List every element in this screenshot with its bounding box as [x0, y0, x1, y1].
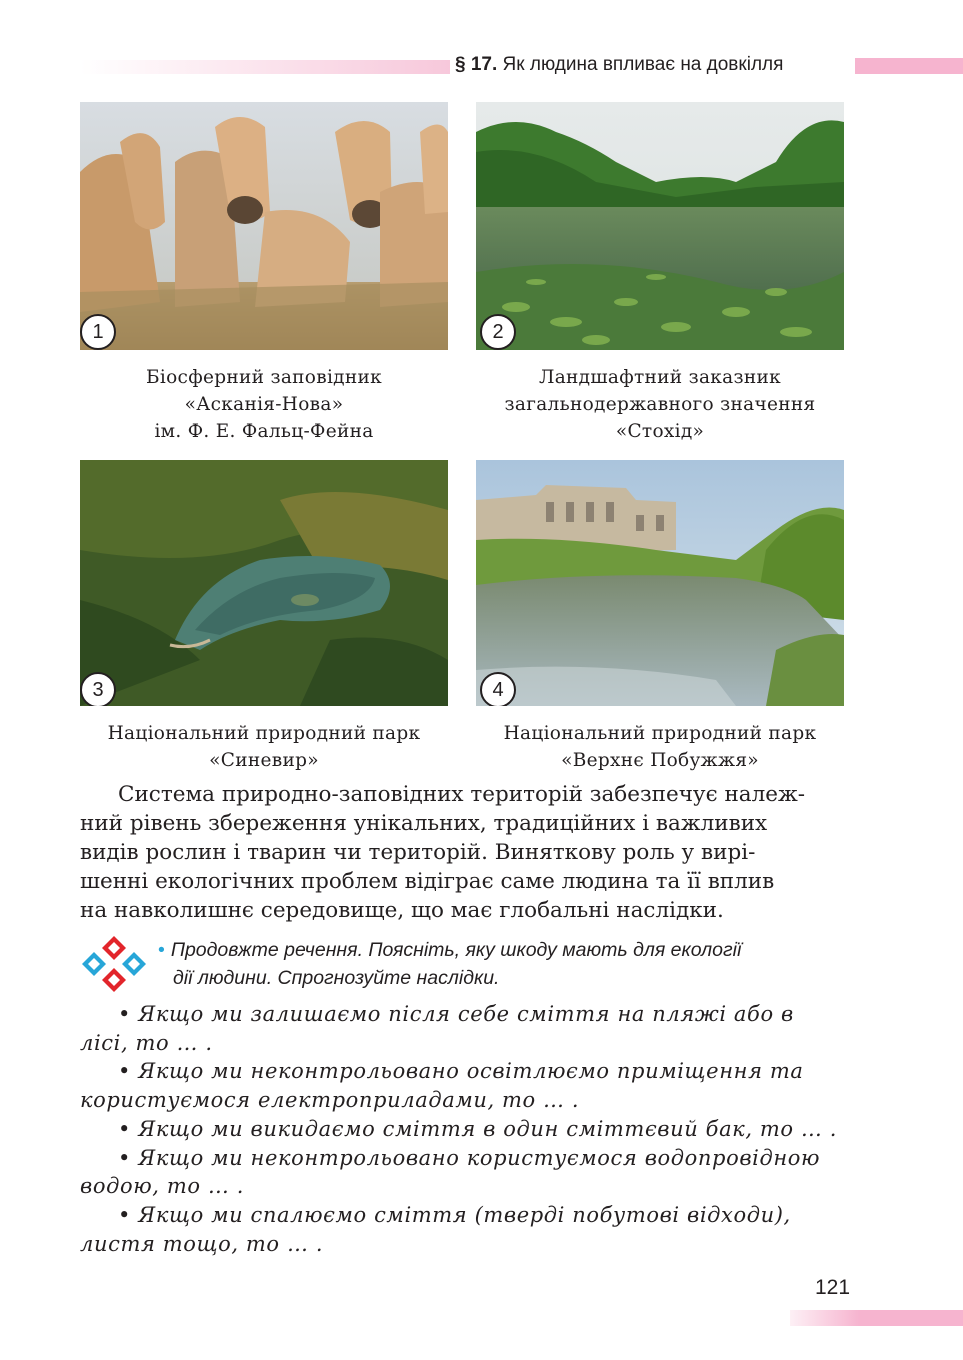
- page-number: 121: [815, 1276, 851, 1299]
- figure-caption: Національний природний парк «Синевир»: [107, 723, 421, 771]
- list-item: • Якщо ми залишаємо після себе сміття на пляжі або в: [118, 1002, 794, 1026]
- figure-number-badge: 2: [480, 314, 516, 350]
- photo-river-lilies: [476, 102, 844, 350]
- list-item-continuation: користуємося електроприладами, то … .: [80, 1088, 580, 1113]
- list-item: • Якщо ми спалюємо сміття (тверді побутові відходи),: [118, 1202, 791, 1227]
- list-item: • Якщо ми викидаємо сміття в один сміттєвий бак, то … .: [118, 1116, 838, 1141]
- sentence-list: [80, 1000, 850, 1258]
- figure-number-badge: 1: [80, 314, 116, 350]
- photo-horses: [80, 102, 448, 350]
- figure-number-badge: 3: [80, 672, 116, 706]
- list-item: • Якщо ми неконтрольовано користуємося водопровідною: [118, 1145, 821, 1170]
- section-number: § 17.: [455, 54, 498, 75]
- header-decor-bar-left: [80, 60, 450, 74]
- figure-number-badge: 4: [480, 672, 516, 706]
- body-paragraph: Система природно-заповідних територій забезпечує належ- ний рівень збереження унікальних, традиційних і важливих видів рослин і тварин чи територій. Виняткову роль у вирі- шенні екологічних проблем відіграє саме людина та її вплив на навколишнє середовище, що має глобальні наслідки.: [80, 782, 806, 923]
- list-item-continuation: лісі, то … .: [80, 1030, 213, 1055]
- figure-caption: Національний природний парк «Верхнє Побужжя»: [503, 723, 817, 771]
- photo-mountain-lake: [80, 460, 448, 706]
- figure-caption: Ландшафтний заказник загальнодержавного значення «Стохід»: [504, 367, 816, 442]
- photo-river-ruins: [476, 460, 844, 706]
- figure-caption: Біосферний заповідник «Асканія-Нова» ім. Ф. Е. Фальц-Фейна: [146, 367, 382, 442]
- list-item-continuation: водою, то … .: [80, 1174, 245, 1199]
- ornament-task-icon: [80, 934, 148, 994]
- list-item: • Якщо ми неконтрольовано освітлюємо приміщення та: [118, 1059, 804, 1084]
- header-decor-bar-right: [855, 58, 963, 74]
- section-title: Як людина впливає на довкілля: [502, 54, 784, 75]
- task-instruction: • Продовжте речення. Поясніть, яку шкоду мають для екології дії людини. Спрогнозуйте наслідки.: [158, 939, 742, 989]
- footer-decor-bar: [790, 1310, 963, 1326]
- bullet-icon: •: [158, 939, 165, 961]
- running-header: [455, 54, 783, 76]
- list-item-continuation: листя тощо, то … .: [80, 1231, 324, 1256]
